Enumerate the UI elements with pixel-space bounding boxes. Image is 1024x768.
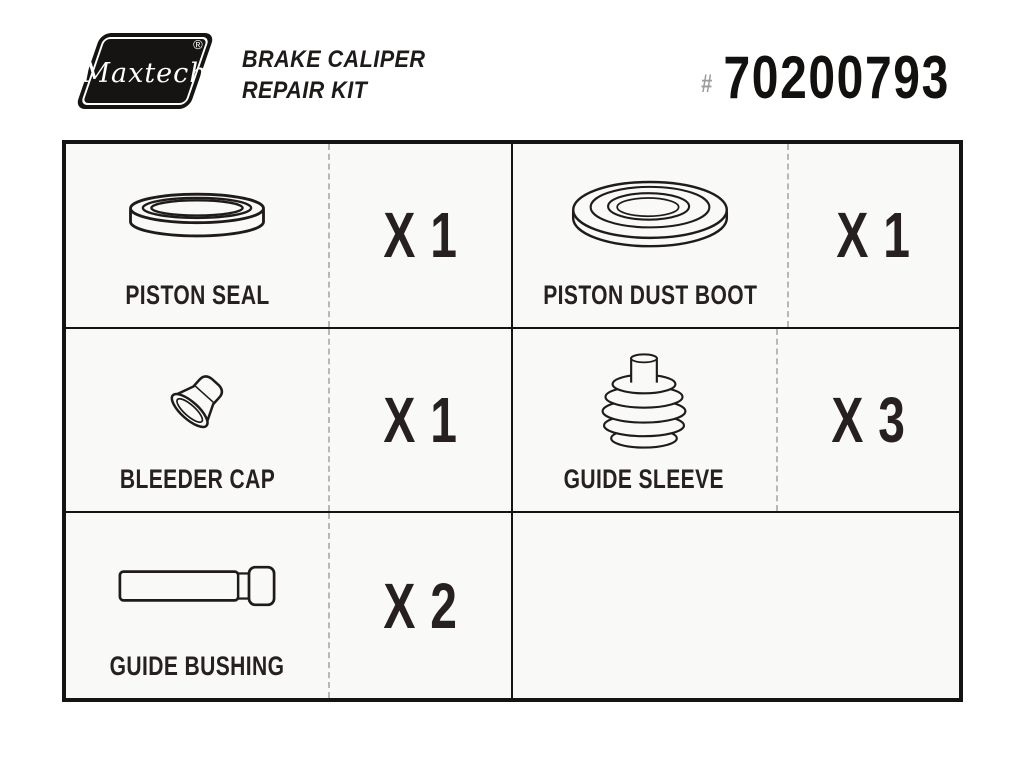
bleeder-cap-icon — [66, 329, 328, 465]
part-name: GUIDE BUSHING — [109, 651, 285, 681]
product-title — [242, 44, 425, 106]
kit-contents-table — [62, 140, 963, 702]
piston-dust-boot-icon — [513, 144, 788, 280]
part-qty: X 1 — [383, 383, 458, 456]
kit-cell-piston-seal — [66, 144, 513, 329]
part-panel — [513, 144, 788, 327]
guide-sleeve-icon — [513, 329, 776, 465]
kit-cell-piston-dust-boot — [513, 144, 960, 329]
qty-panel — [776, 329, 959, 512]
qty-panel — [328, 513, 510, 698]
hash-icon: # — [701, 70, 713, 98]
part-number-value: 70200793 — [723, 44, 950, 111]
guide-bushing-icon — [66, 513, 328, 651]
part-panel — [66, 144, 328, 327]
registered-trademark-icon: ® — [193, 37, 204, 52]
part-panel — [66, 513, 328, 698]
part-name: GUIDE SLEEVE — [564, 464, 725, 495]
part-name: BLEEDER CAP — [119, 464, 275, 495]
part-qty: X 3 — [831, 383, 906, 456]
kit-cell-guide-bushing — [66, 513, 513, 698]
part-name: PISTON SEAL — [124, 279, 270, 310]
part-panel — [513, 329, 776, 512]
part-name: PISTON DUST BOOT — [542, 279, 757, 310]
qty-panel — [787, 144, 959, 327]
part-qty: X 1 — [836, 199, 912, 272]
product-title-line1: BRAKE CALIPER — [242, 46, 426, 73]
product-title-line2: REPAIR KIT — [242, 77, 368, 105]
kit-cell-guide-sleeve — [513, 329, 960, 514]
piston-seal-icon — [66, 144, 328, 280]
part-qty: X 1 — [383, 199, 458, 272]
part-number — [701, 44, 950, 111]
kit-cell-bleeder-cap — [66, 329, 513, 514]
qty-panel — [328, 329, 510, 512]
kit-cell-empty — [513, 513, 960, 698]
part-panel — [66, 329, 328, 512]
part-qty: X 2 — [383, 569, 458, 642]
logo-wordmark: Maxtech — [82, 57, 208, 89]
qty-panel — [328, 144, 510, 327]
maxtech-logo — [75, 33, 215, 109]
